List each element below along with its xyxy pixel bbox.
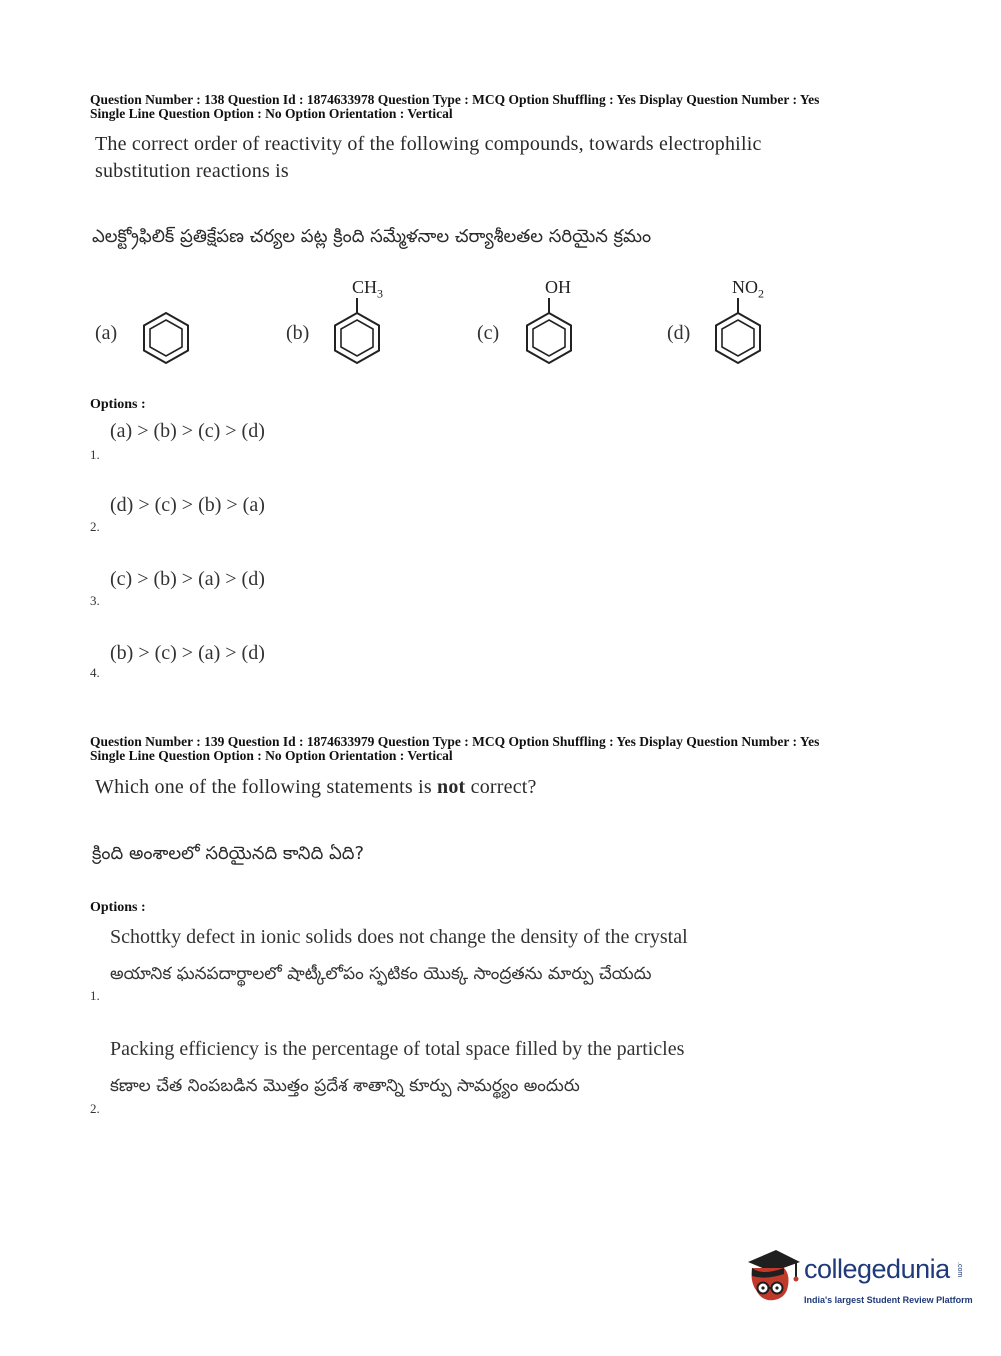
option-number: 1. <box>90 988 100 1003</box>
q138-meta-line2: Single Line Question Option : No Option Orientation : Vertical <box>90 106 453 121</box>
compound-label: (d) <box>667 322 691 344</box>
option-number: 3. <box>90 593 100 608</box>
option-text: (b) > (c) > (a) > (d) <box>110 642 265 664</box>
student-mascot-icon <box>742 1248 802 1310</box>
option-number: 2. <box>90 1101 100 1116</box>
toluene-ring-icon <box>331 296 383 366</box>
substituent-label: $NO_2$ <box>732 277 764 301</box>
option-number: 4. <box>90 665 100 680</box>
option-number: 2. <box>90 519 100 534</box>
option-number: 1. <box>90 447 100 462</box>
option-text: (c) > (b) > (a) > (d) <box>110 568 265 590</box>
compound-label: (b) <box>286 322 310 344</box>
logo-wordmark: collegedunia <box>804 1254 950 1284</box>
q139-meta-line2: Single Line Question Option : No Option Orientation : Vertical <box>90 748 453 763</box>
phenol-ring-icon <box>523 296 575 366</box>
substituent-label: $CH_3$ <box>352 277 384 301</box>
q138-text-line1: The correct order of reactivity of the following compounds, towards electrophilic <box>95 133 762 155</box>
q139-meta-line1: Question Number : 139 Question Id : 1874633979 Question Type : MCQ Option Shuffling : Yes Display Question Number : Yes <box>90 734 820 749</box>
option-text: (a) > (b) > (c) > (d) <box>110 420 265 442</box>
option-text: Packing efficiency is the percentage of total space filled by the particles <box>110 1038 685 1060</box>
collegedunia-logo <box>742 1248 972 1314</box>
option-telugu-text: కణాల చేత నింపబడిన మొత్తం ప్రదేశ శాతాన్ని కూర్పు సామర్థ్యం అందురు <box>110 1076 580 1096</box>
q139-text: Which one of the following statements is not correct? <box>95 776 537 798</box>
logo-domain: .com <box>956 1262 963 1278</box>
compound-label: (a) <box>95 322 118 344</box>
q138-text-line2: substitution reactions is <box>95 160 289 182</box>
q139-options-label: Options : <box>90 900 146 915</box>
option-telugu-text: అయానిక ఘనపదార్థాలలో షాట్కీలోపం స్ఫటికం యొక్క సాంద్రతను మార్పు చేయదు <box>110 964 652 984</box>
nitrobenzene-ring-icon <box>712 296 764 366</box>
option-text: Schottky defect in ionic solids does not change the density of the crystal <box>110 926 688 948</box>
compound-label: (c) <box>477 322 500 344</box>
q138-telugu-text: ఎలక్ట్రోఫిలిక్ ప్రతిక్షేపణ చర్యల పట్ల క్రింది సమ్మేళనాల చర్యాశీలతల సరియైన క్రమం <box>92 226 652 247</box>
option-text: (d) > (c) > (b) > (a) <box>110 494 265 516</box>
q138-options-label: Options : <box>90 397 146 412</box>
q138-meta-line1: Question Number : 138 Question Id : 1874633978 Question Type : MCQ Option Shuffling : Yes Display Question Number : Yes <box>90 92 820 107</box>
logo-tagline: India's largest Student Review Platform <box>804 1295 973 1305</box>
substituent-label: OH <box>545 277 571 297</box>
benzene-ring-icon <box>140 310 192 366</box>
q139-telugu-text: క్రింది అంశాలలో సరియైనది కానిది ఏది? <box>92 843 365 864</box>
q139-emphasis: not <box>437 776 466 798</box>
